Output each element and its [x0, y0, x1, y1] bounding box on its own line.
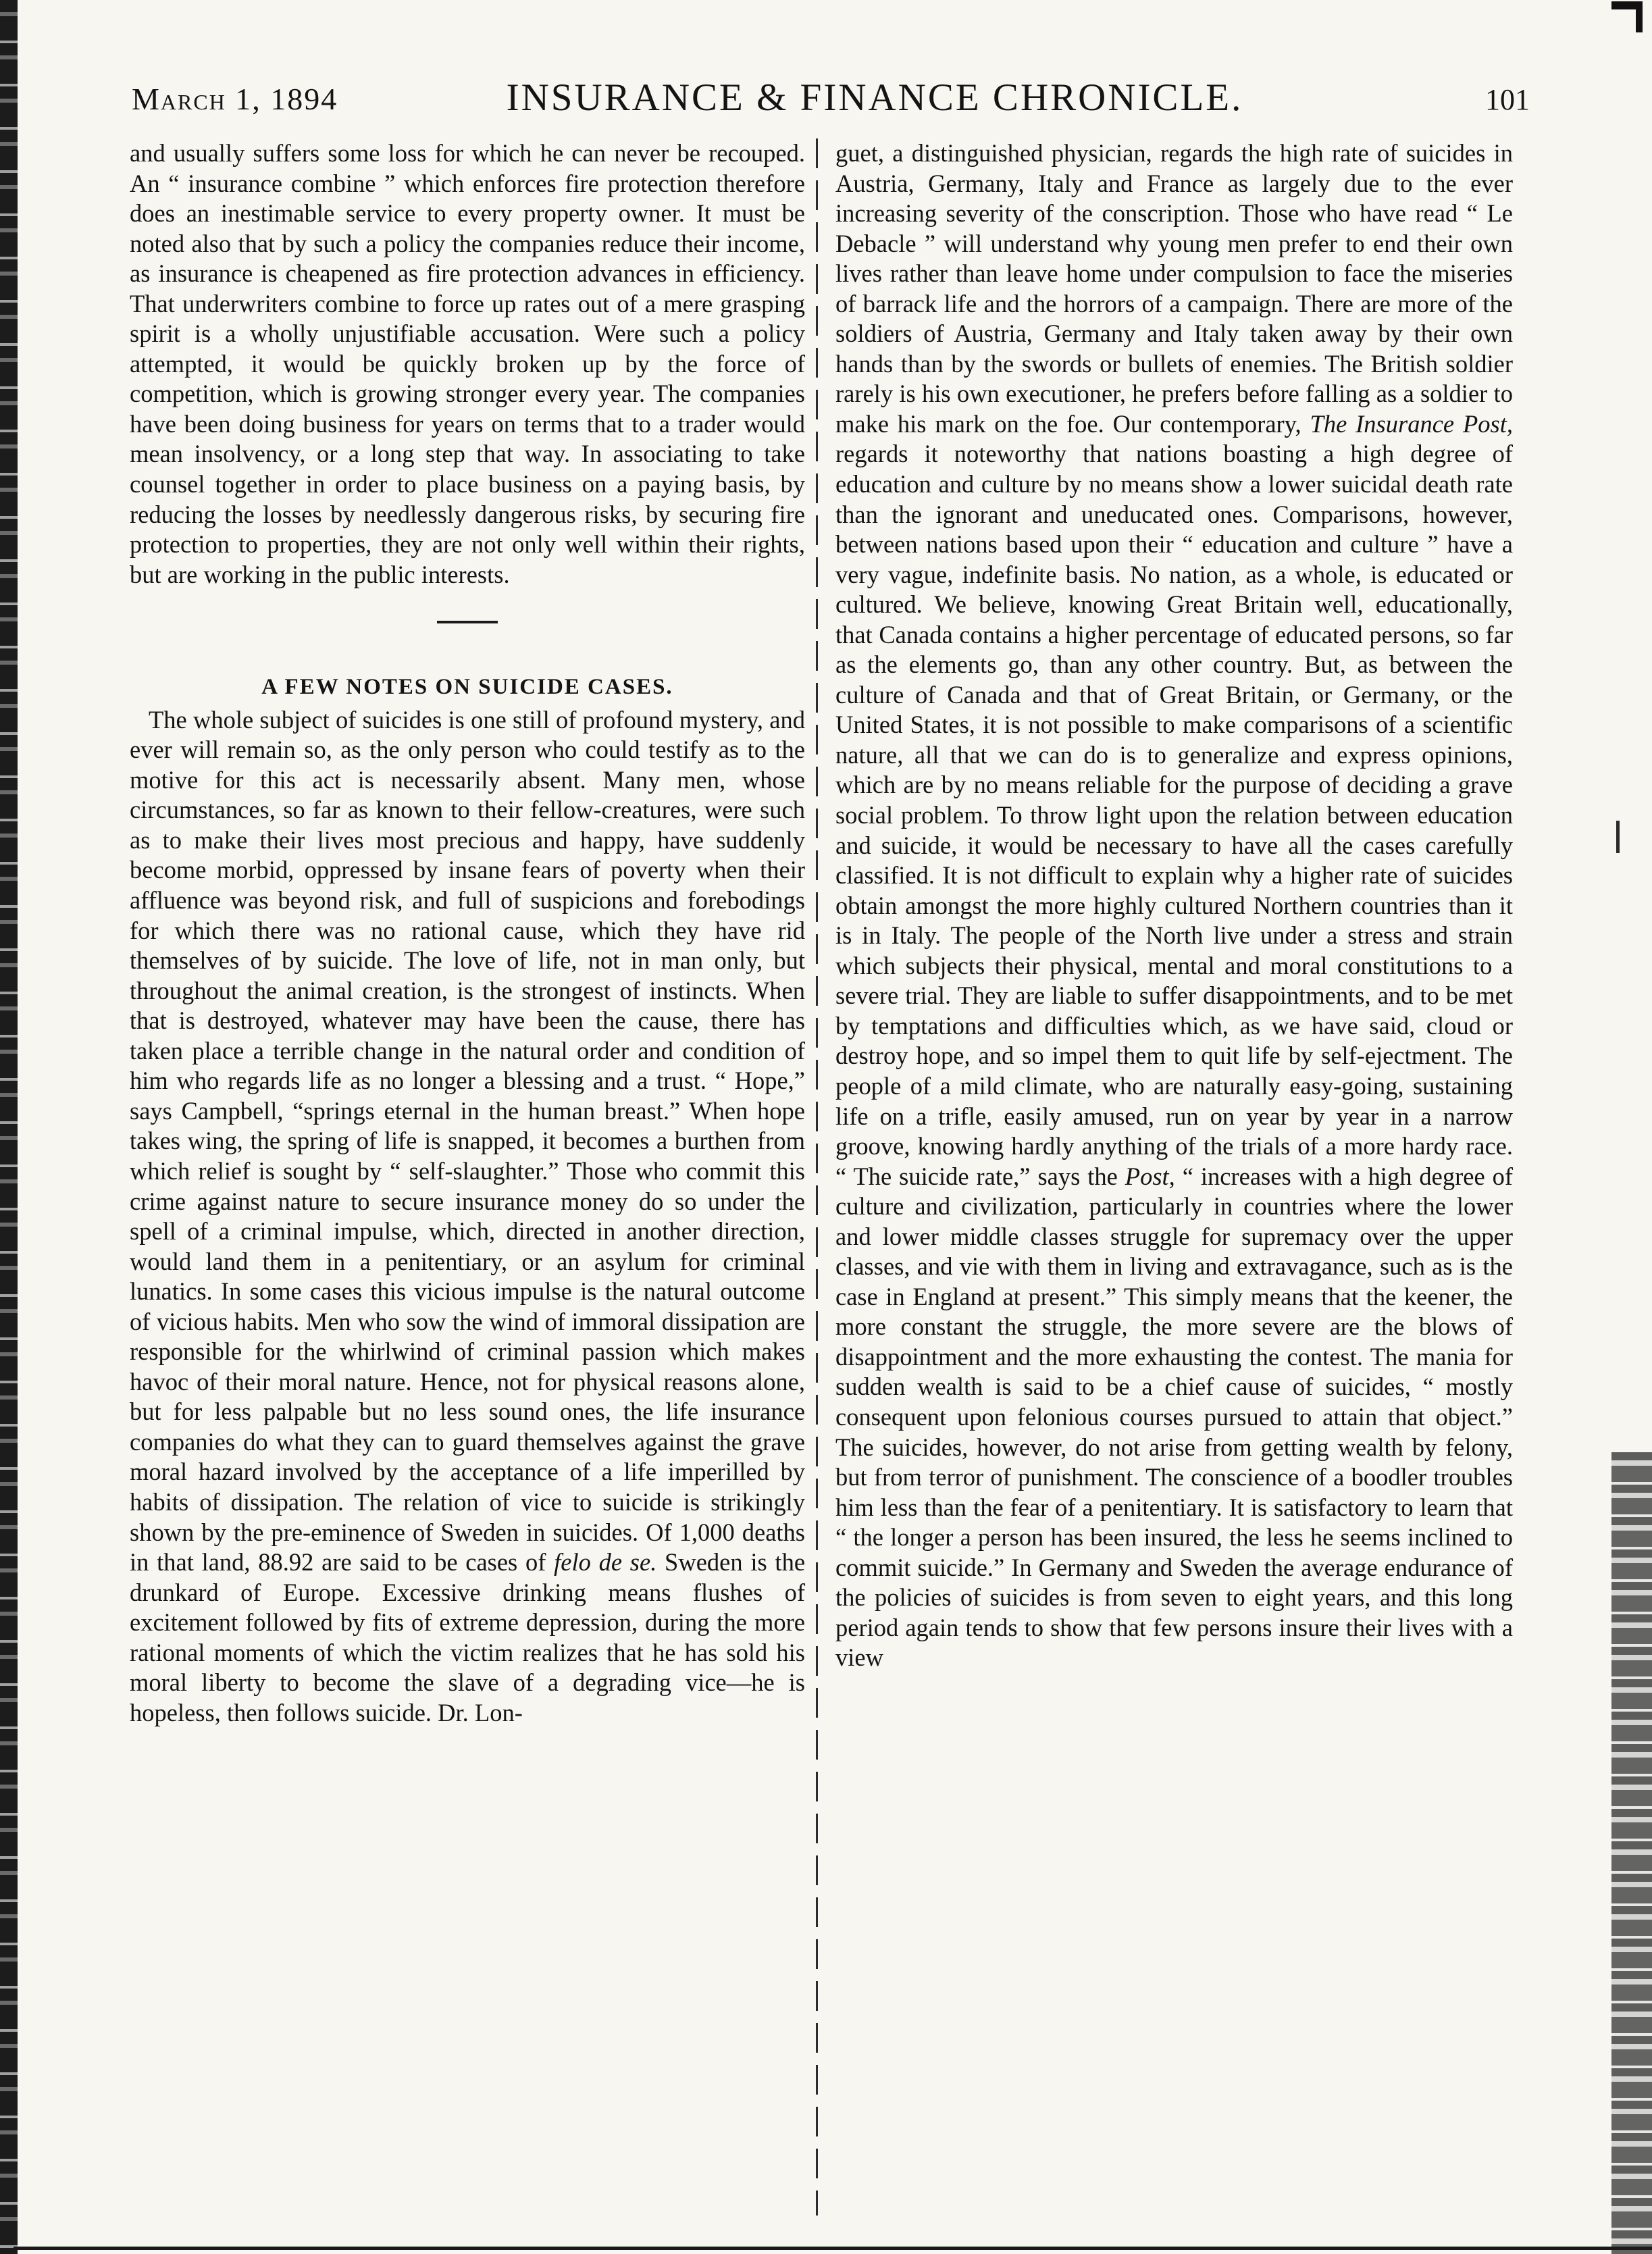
article-text: Sweden is the drunkard of Europe. Excessive drinking means flushes of excitement followed by fits of extreme depression, during the more rational moments of which the victim realizes that he has sold his moral liberty to become the slave of a degrading vice—he is hopeless, then follows suicide. Dr. Lon-: [130, 1548, 806, 1726]
article-body: [130, 705, 805, 1728]
publication-title: INSURANCE & FINANCE CHRONICLE.: [506, 76, 1243, 119]
scan-binding-edge: [0, 0, 18, 2254]
running-header: [132, 76, 1550, 130]
article-body-continued: [835, 138, 1513, 1673]
publication-name: Post,: [1125, 1162, 1175, 1190]
right-column: [835, 138, 1513, 1673]
article-text: guet, a distinguished physician, regards the high rate of suicides in Austria, Germany, Italy and France as largely due to the ever increasing severity of the conscription. Those who have read “ Le Debacle ” will understand why young men prefer to end their own lives rather than leave home under compulsion to face the miseries of barrack life and the horrors of a campaign. There are more of the soldiers of Austria, Germany and Italy taken away by their own hands than by the swords or bullets of enemies. The British soldier rarely is his own executioner, he prefers before falling as a soldier to make his mark on the foe. Our contemporary,: [835, 139, 1513, 438]
article-continuation: and usually suffers some loss for which he can never be recouped. An “ insurance combine ” which enforces fire protection therefore does an inestimable service to every property owner. It must be noted also that by such a policy the companies reduce their income, as insurance is cheapened as fire protection advances in efficiency. That underwriters combine to force up rates out of a mere grasping spirit is a wholly unjustifiable accusation. Were such a policy attempted, it would be quickly broken up by the force of competition, which is growing stronger every year. The companies have been doing business for years on terms that to a trader would mean insolvency, or a long step that way. In associating to take counsel together in order to place business on a paying basis, by reducing the losses by needlessly dangerous risks, by securing fire protection to properties, they are not only well within their rights, but are working in the public interests.: [130, 139, 805, 588]
section-divider: [437, 621, 498, 623]
scan-stray-mark: [1616, 821, 1620, 853]
scan-bottom-edge: [14, 2247, 1652, 2250]
issue-date: March 1, 1894: [132, 82, 338, 116]
scan-corner-mark: [1609, 0, 1645, 35]
column-divider: [816, 138, 818, 2215]
scan-page-edge: [1611, 1452, 1652, 2254]
article-heading: A FEW NOTES ON SUICIDE CASES.: [261, 675, 673, 700]
page-number: 101: [1485, 83, 1530, 116]
latin-phrase: felo de se.: [554, 1548, 657, 1577]
article-text: “ increases with a high degree of culture and civilization, particularly in countries where the lower and lower middle classes struggle for supremacy over the upper classes, and vie with them in living and extravagance, such as is the case in England at present.” This simply means that the keener, the more constant the struggle, the more severe are the blows of disappointment and the more exhausting the contest. The mania for sudden wealth is said to be a chief cause of suicides, “ mostly consequent upon felonious courses pursued to attain that object.” The suicides, however, do not arise from getting wealth by felony, but from terror of punishment. The conscience of a boodler troubles him less than the fear of a penitentiary. It is satisfactory to learn that “ the longer a person has been insured, the less he seems inclined to commit suicide.” In Germany and Sweden the average endurance of the policies of suicides is from seven to eight years, and this long period again tends to show that few persons insure their lives with a view: [835, 1162, 1513, 1672]
left-column: [130, 138, 805, 1728]
publication-name: The Insurance Post,: [1310, 409, 1513, 438]
article-text: regards it noteworthy that nations boasting a high degree of education and culture by no means show a lower suicidal death rate than the ignorant and uneducated ones. Comparisons, however, between nations based upon their “ education and culture ” have a very vague, indefinite basis. No nation, as a whole, is educated or cultured. We believe, knowing Great Britain well, educationally, that Canada contains a higher percentage of educated persons, so far as the elements go, than any other country. But, as between the culture of Canada and that of Great Britain, or Germany, or the United States, it is not possible to make comparisons of a scientific nature, all that we can do is to generalize and express opinions, which are by no means reliable for the purpose of deciding a grave social problem. To throw light upon the relation between education and suicide, it would be necessary to have all the cases carefully classified. It is not difficult to explain why a higher rate of suicides obtain amongst the more highly cultured Northern countries than it is in Italy. The people of the North live under a stress and strain which subjects their physical, mental and moral constitutions to a severe trial. They are liable to suffer disappointments, and to be met by temptations and difficulties which, as we have said, cloud or destroy hope, and so impel them to quit life by self-ejectment. The people of a mild climate, who are naturally easy-going, sustaining life on a trifle, easily amused, run on year by year in a narrow groove, knowing hardly anything of the trials of a more hardy race. “ The suicide rate,” says the: [835, 440, 1513, 1190]
article-text: The whole subject of suicides is one still of profound mystery, and ever will remain so, as the only person who could testify as to the motive for this act is necessarily absent. Many men, whose circumstances, so far as known to their fellow-creatures, were such as to make their lives most precious and happy, have suddenly become morbid, oppressed by insane fears of poverty when their affluence was beyond risk, and full of suspicions and forebodings for which there was no rational cause, which they have rid themselves of by suicide. The love of life, not in man only, but throughout the animal creation, is the strongest of instincts. When that is destroyed, whatever may have been the cause, there has taken place a terrible change in the natural order and condition of him who regards life as no longer a blessing and a trust. “ Hope,” says Campbell, “springs eternal in the human breast.” When hope takes wing, the spring of life is snapped, it becomes a burthen from which relief is sought by “ self-slaughter.” Those who commit this crime against nature to secure insurance money do so under the spell of a criminal impulse, which, directed in another direction, would land them in a penitentiary, or an asylum for criminal lunatics. In some cases this vicious impulse is the natural outcome of vicious habits. Men who sow the wind of immoral dissipation are responsible for the whirlwind of criminal passion which makes havoc of their moral nature. Hence, not for physical reasons alone, but for less palpable but no less sound ones, the life insurance companies do what they can to guard themselves against the grave moral hazard involved by the acceptance of a life imperilled by habits of dissipation. The relation of vice to suicide is strikingly shown by the pre-eminence of Sweden in suicides. Of 1,000 deaths in that land, 88.92 are said to be cases of: [130, 705, 805, 1577]
